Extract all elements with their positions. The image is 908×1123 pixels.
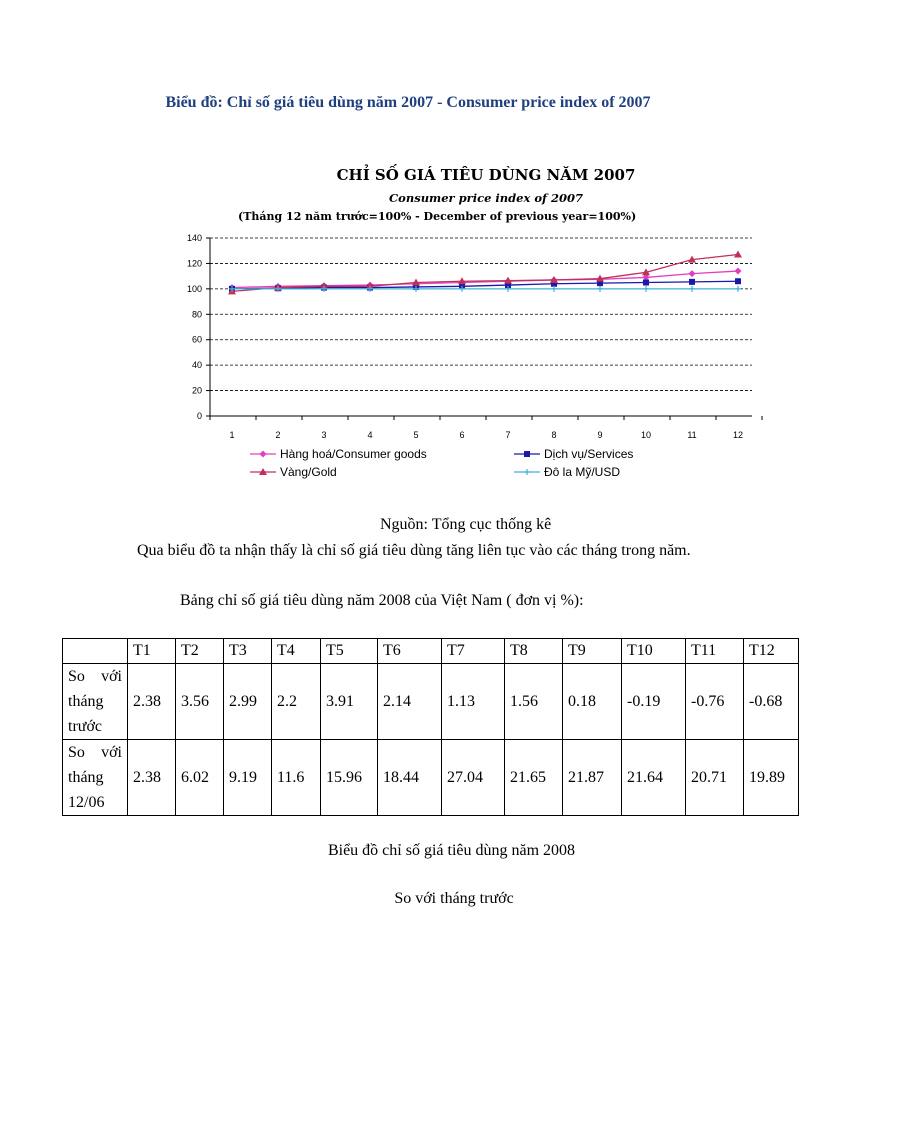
table-cell: 2.2 bbox=[272, 664, 321, 740]
legend-label: Đô la Mỹ/USD bbox=[544, 465, 621, 479]
data-point bbox=[735, 286, 741, 292]
data-point bbox=[597, 286, 603, 292]
data-point bbox=[689, 270, 696, 277]
table-cell: -0.19 bbox=[622, 664, 686, 740]
table-cell: 21.87 bbox=[563, 740, 622, 816]
table-cell: 6.02 bbox=[176, 740, 224, 816]
data-point bbox=[735, 268, 742, 275]
x-tick-label: 5 bbox=[413, 430, 419, 440]
data-point bbox=[643, 286, 649, 292]
table-row bbox=[63, 740, 799, 816]
x-tick-label: 4 bbox=[367, 430, 373, 440]
table-cell: 2.38 bbox=[128, 740, 176, 816]
data-point bbox=[734, 251, 742, 258]
header-cell: T2 bbox=[176, 639, 224, 664]
table-cell: 0.18 bbox=[563, 664, 622, 740]
chart-subtitle: Consumer price index of 2007 bbox=[389, 191, 583, 205]
x-tick-label: 6 bbox=[459, 430, 465, 440]
table-cell: 11.6 bbox=[272, 740, 321, 816]
data-point bbox=[524, 469, 530, 475]
y-tick-label: 100 bbox=[186, 283, 202, 294]
chart-2008-caption: Biểu đồ chỉ số giá tiêu dùng năm 2008 bbox=[327, 842, 576, 859]
table-cell: -0.76 bbox=[686, 664, 744, 740]
x-tick-label: 8 bbox=[551, 430, 557, 440]
data-point bbox=[735, 278, 741, 284]
table-cell: 2.38 bbox=[128, 664, 176, 740]
header-cell: T10 bbox=[622, 639, 686, 664]
x-tick-label: 10 bbox=[640, 430, 652, 440]
data-point bbox=[524, 451, 530, 457]
table-cell: 3.56 bbox=[176, 664, 224, 740]
page-heading: Biểu đồ: Chỉ số giá tiêu dùng năm 2007 - Consumer price index of 2007 bbox=[165, 94, 651, 111]
x-tick-label: 11 bbox=[687, 430, 697, 440]
header-cell bbox=[63, 639, 128, 664]
legend-label: Hàng hoá/Consumer goods bbox=[280, 447, 427, 461]
header-cell: T8 bbox=[505, 639, 563, 664]
y-tick-label: 20 bbox=[191, 385, 202, 396]
table-cell: 21.65 bbox=[505, 740, 563, 816]
y-tick-label: 40 bbox=[191, 360, 202, 371]
header-cell: T11 bbox=[686, 639, 744, 664]
header-cell: T5 bbox=[321, 639, 378, 664]
table-cell: 15.96 bbox=[321, 740, 378, 816]
data-point bbox=[689, 279, 695, 285]
header-cell: T9 bbox=[563, 639, 622, 664]
table-cell: 19.89 bbox=[744, 740, 799, 816]
y-tick-label: 60 bbox=[191, 334, 202, 345]
x-tick-label: 9 bbox=[597, 430, 603, 440]
x-tick-label: 2 bbox=[275, 430, 281, 440]
table-cell: -0.68 bbox=[744, 664, 799, 740]
row-label: So với tháng 12/06 bbox=[63, 740, 128, 816]
y-tick-label: 140 bbox=[186, 233, 202, 243]
table-cell: 1.13 bbox=[442, 664, 505, 740]
chart-2008-subcaption: So với tháng trước bbox=[394, 890, 514, 907]
chart-note: (Tháng 12 năm trước=100% - December of previous year=100%) bbox=[238, 210, 637, 223]
header-cell: T1 bbox=[128, 639, 176, 664]
row-label: So với tháng trước bbox=[63, 664, 128, 740]
legend-label: Vàng/Gold bbox=[280, 465, 337, 479]
header-cell: T3 bbox=[224, 639, 272, 664]
table-caption: Bảng chỉ số giá tiêu dùng năm 2008 của Việt Nam ( đơn vị %): bbox=[180, 592, 584, 609]
table-header-row bbox=[63, 639, 799, 664]
header-cell: T7 bbox=[442, 639, 505, 664]
source-note: Nguồn: Tổng cục thống kê bbox=[380, 516, 552, 533]
table-cell: 27.04 bbox=[442, 740, 505, 816]
y-tick-label: 0 bbox=[196, 411, 202, 421]
x-tick-label: 3 bbox=[321, 430, 327, 440]
table-cell: 2.14 bbox=[378, 664, 442, 740]
y-tick-label: 120 bbox=[186, 258, 202, 269]
table-row bbox=[63, 664, 799, 740]
table-cell: 2.99 bbox=[224, 664, 272, 740]
table-cell: 18.44 bbox=[378, 740, 442, 816]
header-cell: T6 bbox=[378, 639, 442, 664]
table-cell: 9.19 bbox=[224, 740, 272, 816]
x-tick-label: 12 bbox=[732, 430, 744, 440]
header-cell: T4 bbox=[272, 639, 321, 664]
analysis-paragraph: Qua biểu đồ ta nhận thấy là chỉ số giá tiêu dùng tăng liên tục vào các tháng trong năm. bbox=[137, 542, 691, 559]
table-cell: 21.64 bbox=[622, 740, 686, 816]
header-cell: T12 bbox=[744, 639, 799, 664]
table-cell: 3.91 bbox=[321, 664, 378, 740]
y-tick-label: 80 bbox=[191, 309, 202, 320]
table-cell: 20.71 bbox=[686, 740, 744, 816]
x-tick-label: 7 bbox=[505, 430, 511, 440]
cpi-2008-table bbox=[62, 638, 799, 816]
cpi-chart-svg bbox=[170, 150, 744, 490]
table-cell: 1.56 bbox=[505, 664, 563, 740]
cpi-2007-chart bbox=[170, 150, 744, 490]
legend-label: Dịch vụ/Services bbox=[544, 447, 634, 461]
data-point bbox=[643, 280, 649, 286]
chart-title: CHỈ SỐ GIÁ TIÊU DÙNG NĂM 2007 bbox=[336, 166, 636, 184]
data-point bbox=[689, 286, 695, 292]
data-point bbox=[260, 451, 267, 458]
x-tick-label: 1 bbox=[229, 430, 235, 440]
